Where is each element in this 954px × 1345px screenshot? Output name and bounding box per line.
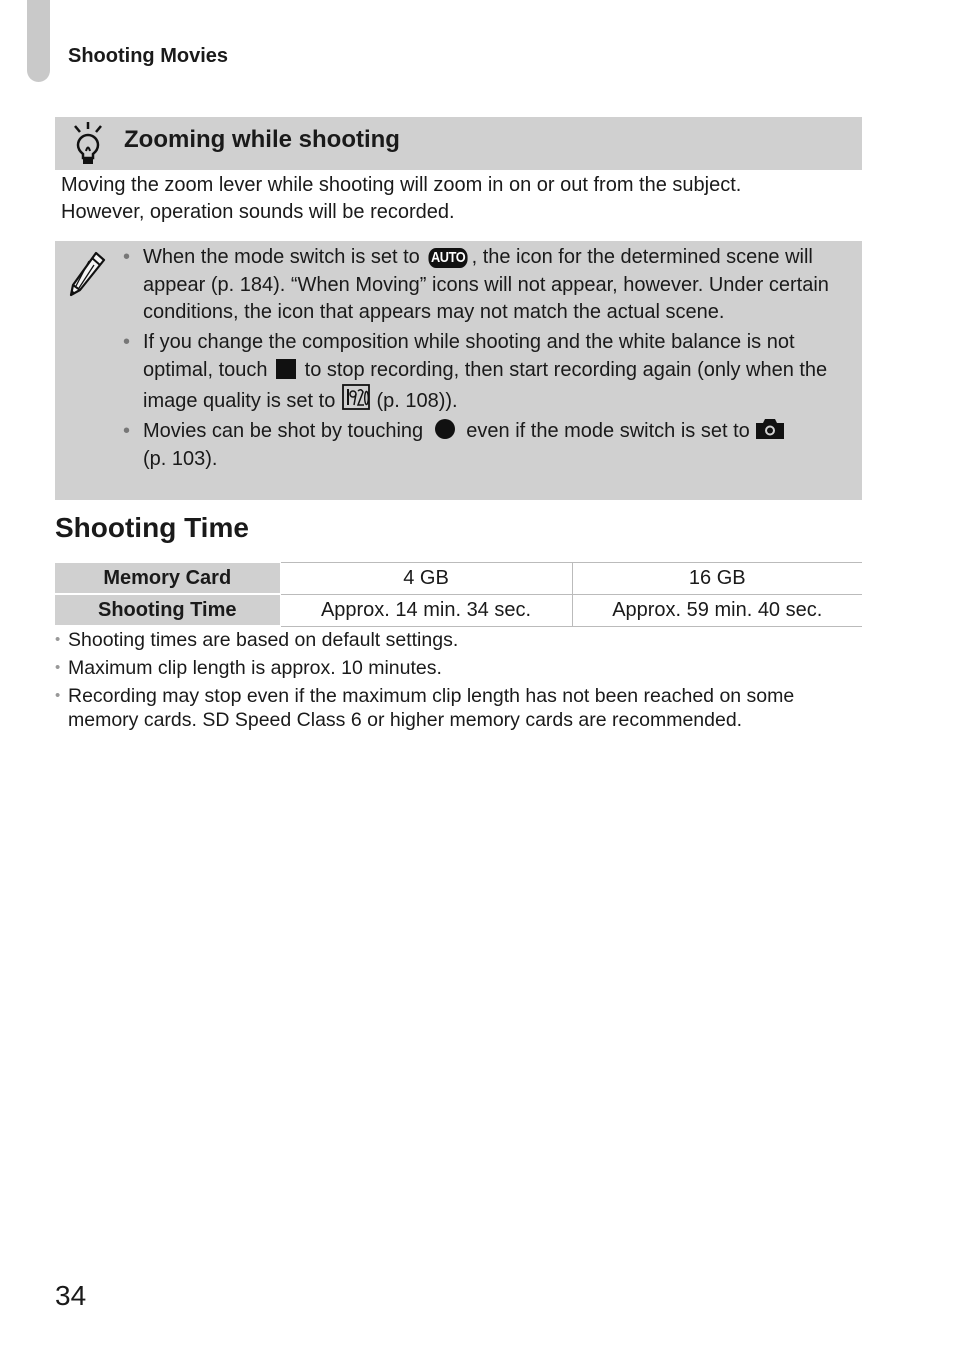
lightbulb-hint-icon [71,122,105,166]
tip-header [55,117,862,170]
note-text: even if the mode switch is set to [466,420,756,442]
bullet: • [123,331,131,353]
bullet: • [123,420,131,442]
tip-body [61,172,861,226]
footnote-text: Shooting times are based on default settings. [68,629,459,651]
footnote-text: Recording may stop even if the maximum clip length has not been reached on some memory cards. SD Speed Class 6 or higher memory cards are recommended. [68,685,795,731]
table-row [55,562,862,594]
note-text: When the mode switch is set to [143,246,426,268]
image-quality-1920-icon [341,384,371,410]
footnote-item [55,656,855,680]
note-text: (p. 103). [143,447,218,470]
table-cell: Approx. 59 min. 40 sec. [572,594,862,626]
tip-body-line1: Moving the zoom lever while shooting will zoom in on or out from the subject. [61,174,742,196]
tip-title: Zooming while shooting [124,126,400,153]
side-tab-marker [27,0,50,82]
bullet: • [55,687,61,704]
note-box [55,241,862,500]
tip-body-line2: However, operation sounds will be recorded. [61,201,455,223]
table-row [55,594,862,626]
row-header: Memory Card [55,562,280,594]
shooting-time-heading: Shooting Time [55,512,249,543]
auto-mode-icon: AUTO [429,248,468,268]
footnote-item [55,628,855,652]
note-item [123,244,855,327]
footnote-item [55,684,855,732]
note-item [123,329,855,416]
record-circle-icon [429,418,461,440]
page-number: 34 [55,1280,87,1311]
bullet: • [55,631,61,648]
table-cell: 16 GB [572,562,862,594]
note-item [123,418,855,473]
pencil-memo-icon [68,250,106,298]
note-text: , the icon for the determined scene will appear (p. 184). “When Moving” icons will not appear, however. Under certain conditions, the icon that appears may not match the actual scene. [143,246,829,323]
table-cell: 4 GB [280,562,572,594]
note-text: If you change the composition while shooting and the white balance is not optimal, touch [143,331,795,381]
row-header: Shooting Time [55,594,280,626]
bullet: • [123,246,131,268]
note-text: Movies can be shot by touching [143,420,429,442]
footnote-text: Maximum clip length is approx. 10 minutes. [68,657,442,679]
bullet: • [55,659,61,676]
note-text: to stop recording, then start recording again (only when the image quality is set to [143,358,828,412]
table-cell: Approx. 14 min. 34 sec. [280,594,572,626]
note-text: (p. 108)). [376,390,458,412]
note-list [123,244,855,476]
shooting-time-table [55,561,862,627]
section-label: Shooting Movies [68,45,228,67]
camera-mode-icon [755,418,785,440]
footnote-list [55,628,855,736]
stop-square-icon [273,359,299,379]
